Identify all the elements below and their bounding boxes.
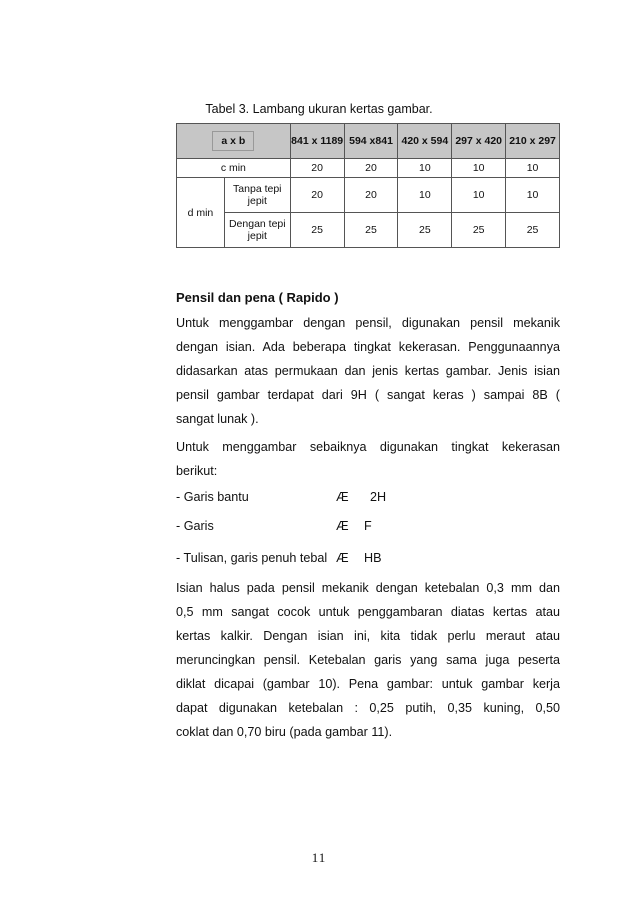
text-line: dapat digunakan ketebalan : 0,25 putih, 0,35 kuning, 0,50 bbox=[176, 701, 560, 715]
table-cell: 10 bbox=[398, 159, 452, 178]
text-line: didasarkan atas permukaan dan jenis kertas gambar. Jenis isian bbox=[176, 364, 560, 378]
table-cell: 20 bbox=[290, 178, 344, 213]
row-label: d min bbox=[177, 178, 225, 248]
table-cell: 10 bbox=[452, 178, 506, 213]
page-number: 11 bbox=[311, 850, 327, 865]
text-line: coklat dan 0,70 biru (pada gambar 11). bbox=[176, 725, 393, 739]
arrow-symbol: Æ bbox=[336, 490, 349, 504]
arrow-symbol: Æ bbox=[336, 551, 349, 565]
paragraph-1 bbox=[176, 311, 560, 431]
list-label: - Garis bantu bbox=[176, 490, 249, 504]
row-label: c min bbox=[177, 159, 291, 178]
paper-size-table bbox=[176, 123, 560, 248]
paragraph-2 bbox=[176, 435, 560, 483]
table-header-row bbox=[177, 124, 560, 159]
sub-row-label: Dengan tepi jepit bbox=[224, 213, 290, 248]
header-axb: a x b bbox=[177, 124, 291, 159]
text-line: dengan isian. Ada beberapa tingkat kekerasan. Penggunaannya bbox=[176, 340, 560, 354]
table-cell: 20 bbox=[344, 178, 398, 213]
list-value: HB bbox=[364, 551, 382, 565]
table-cell: 25 bbox=[344, 213, 398, 248]
table-cell: 10 bbox=[506, 159, 560, 178]
text-line: Untuk menggambar dengan pensil, digunakan pensil mekanik bbox=[176, 316, 560, 330]
text-line: sangat lunak ). bbox=[176, 412, 259, 426]
section-heading: Pensil dan pena ( Rapido ) bbox=[176, 290, 339, 305]
table-cell: 10 bbox=[398, 178, 452, 213]
text-line: kertas kalkir. Dengan isian ini, kita tidak perlu meraut atau bbox=[176, 629, 560, 643]
paragraph-3 bbox=[176, 576, 560, 744]
table-cell: 10 bbox=[506, 178, 560, 213]
table-cell: 10 bbox=[452, 159, 506, 178]
list-value: F bbox=[364, 519, 372, 533]
header-col: 210 x 297 bbox=[506, 124, 560, 159]
table-cell: 20 bbox=[344, 159, 398, 178]
table-cell: 25 bbox=[398, 213, 452, 248]
table-row-dmin-dengan bbox=[177, 213, 560, 248]
text-line: 0,5 mm sangat cocok untuk penggambaran diatas kertas atau bbox=[176, 605, 560, 619]
table-cell: 20 bbox=[290, 159, 344, 178]
list-label: - Garis bbox=[176, 519, 214, 533]
table-cell: 25 bbox=[506, 213, 560, 248]
text-line: pensil gambar terdapat dari 9H ( sangat keras ) sampai 8B ( bbox=[176, 388, 560, 402]
arrow-symbol: Æ bbox=[336, 519, 349, 533]
list-label: - Tulisan, garis penuh tebal bbox=[176, 551, 328, 565]
text-line: diklat dicapai (gambar 10). Pena gambar: untuk gambar kerja bbox=[176, 677, 560, 691]
header-col: 841 x 1189 bbox=[290, 124, 344, 159]
sub-row-label: Tanpa tepi jepit bbox=[224, 178, 290, 213]
header-col: 297 x 420 bbox=[452, 124, 506, 159]
table-cell: 25 bbox=[290, 213, 344, 248]
list-value: 2H bbox=[370, 490, 387, 504]
header-col: 420 x 594 bbox=[398, 124, 452, 159]
table-caption: Tabel 3. Lambang ukuran kertas gambar. bbox=[205, 102, 433, 116]
header-col: 594 x841 bbox=[344, 124, 398, 159]
text-line: Isian halus pada pensil mekanik dengan ketebalan 0,3 mm dan bbox=[176, 581, 560, 595]
text-line: Untuk menggambar sebaiknya digunakan tingkat kekerasan bbox=[176, 440, 560, 454]
text-line: meruncingkan pensil. Ketebalan garis yang sama juga peserta bbox=[176, 653, 560, 667]
table-row-dmin-tanpa bbox=[177, 178, 560, 213]
table-row-cmin bbox=[177, 159, 560, 178]
table-cell: 25 bbox=[452, 213, 506, 248]
text-line: berikut: bbox=[176, 464, 218, 478]
